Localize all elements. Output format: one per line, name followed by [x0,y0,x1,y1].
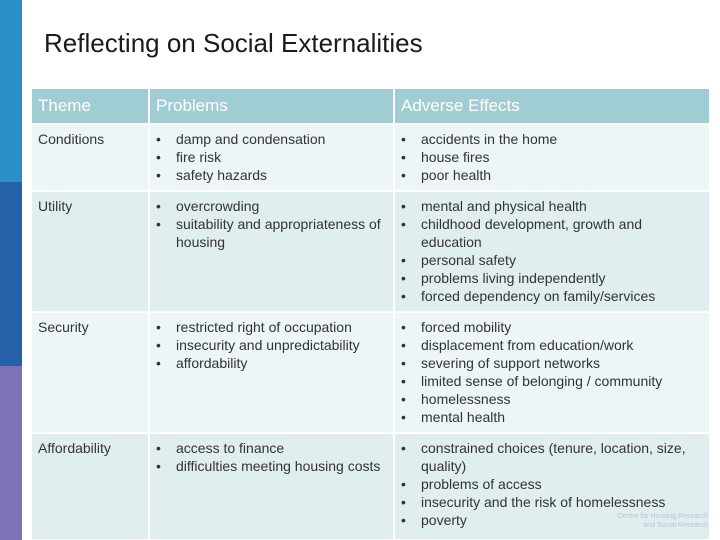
effect-item: • accidents in the home [401,130,703,148]
theme-cell: Utility [32,191,149,312]
effect-item: • problems of access [401,475,703,493]
table-row [32,191,710,312]
effects-cell [394,312,710,433]
effect-item: • forced dependency on family/services [401,287,703,305]
effect-item: • problems living independently [401,269,703,287]
table-row [32,124,710,191]
effect-item: • displacement from education/work [401,336,703,354]
effect-item: • childhood development, growth and education [401,215,703,251]
table-header-row [32,89,710,124]
header-problems: Problems [149,89,394,124]
effect-item: • limited sense of belonging / community [401,372,703,390]
footer-logo-line: and Social Research [643,522,708,529]
slide-title: Reflecting on Social Externalities [44,28,423,58]
effects-cell [394,191,710,312]
effect-item: • severing of support networks [401,354,703,372]
footer-logo [617,512,708,530]
problem-item: • access to finance [156,439,387,457]
effect-item: • homelessness [401,390,703,408]
theme-cell: Conditions [32,124,149,191]
problem-item: • restricted right of occupation [156,318,387,336]
problem-item: • suitability and appropriateness of housing [156,215,387,251]
header-theme: Theme [32,89,149,124]
problem-item: • damp and condensation [156,130,387,148]
problems-cell [149,312,394,433]
header-adverse-effects: Adverse Effects [394,89,710,124]
problems-cell [149,433,394,539]
effect-item: • mental and physical health [401,197,703,215]
effect-item: • forced mobility [401,318,703,336]
theme-cell: Affordability [32,433,149,539]
problem-item: • safety hazards [156,166,387,184]
effect-item: • poverty [401,511,703,529]
problem-item: • insecurity and unpredictability [156,336,387,354]
problems-cell [149,191,394,312]
effect-item: • mental health [401,408,703,426]
effect-item: • house fires [401,148,703,166]
effect-item: • insecurity and the risk of homelessness [401,493,703,511]
problems-cell [149,124,394,191]
accent-bar-bottom [0,366,22,540]
effect-item: • constrained choices (tenure, location, size, quality) [401,439,703,475]
effect-item: • personal safety [401,251,703,269]
effect-item: • poor health [401,166,703,184]
problem-item: • overcrowding [156,197,387,215]
problem-item: • difficulties meeting housing costs [156,457,387,475]
effects-cell [394,124,710,191]
problem-item: • affordability [156,354,387,372]
table-row [32,312,710,433]
table-row [32,433,710,539]
accent-bar-top [0,0,22,182]
externalities-table [32,89,711,539]
problem-item: • fire risk [156,148,387,166]
theme-cell: Security [32,312,149,433]
footer-logo-line: Centre for Housing Research [617,513,708,520]
accent-bar-middle [0,182,22,366]
